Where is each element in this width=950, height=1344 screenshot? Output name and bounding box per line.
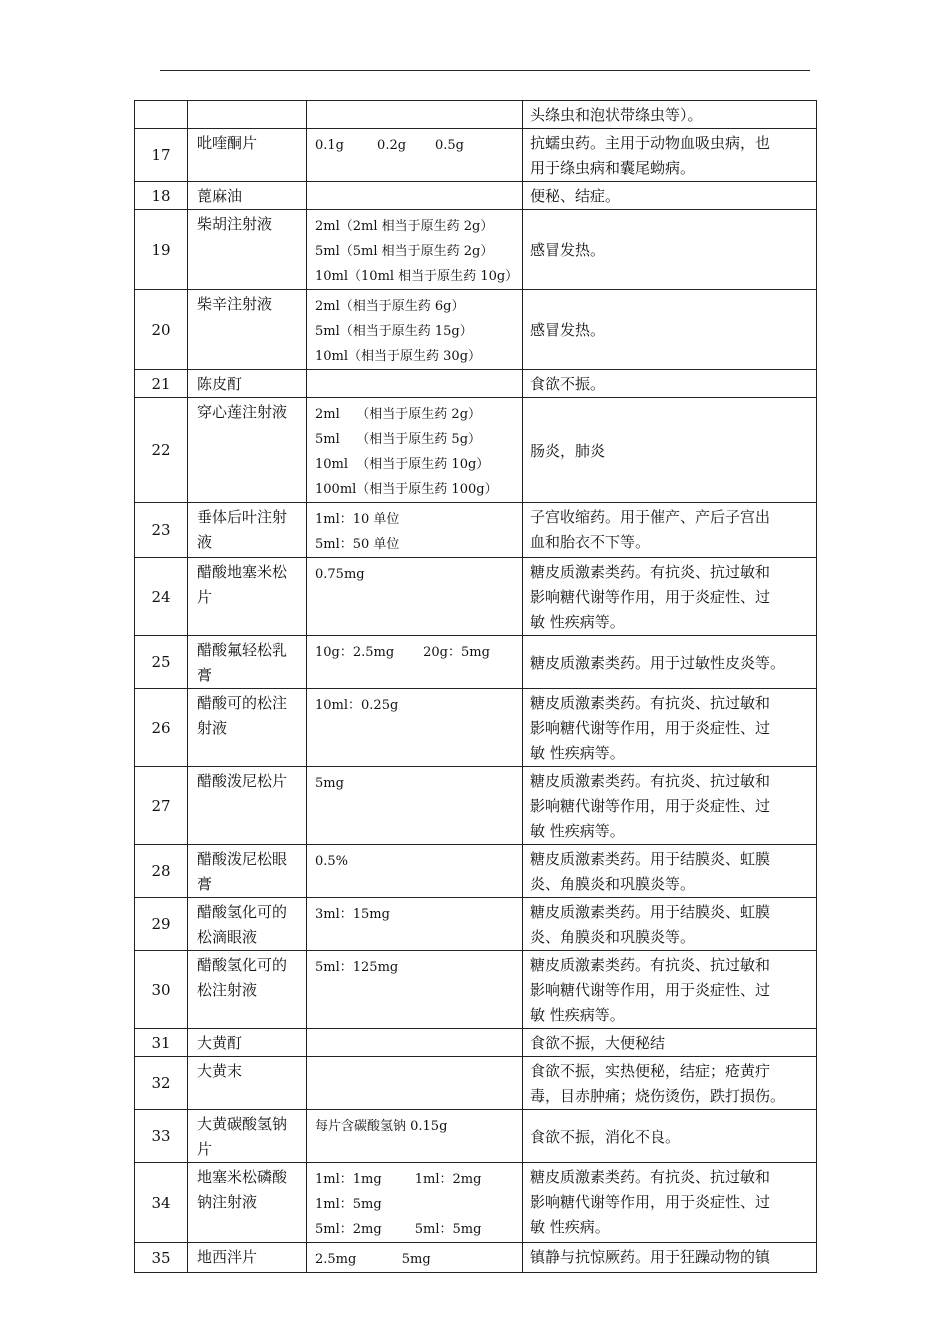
drug-spec bbox=[307, 101, 523, 129]
drug-spec-line: 10g：2.5mg 20g：5mg bbox=[315, 645, 490, 660]
drug-spec-line: 10ml：0.25g bbox=[315, 698, 399, 713]
table-row bbox=[135, 558, 817, 636]
drug-use bbox=[523, 689, 817, 767]
table-row bbox=[135, 951, 817, 1029]
drug-use-line: 影响糖代谢等作用，用于炎症性、过 bbox=[530, 1193, 771, 1211]
drug-name bbox=[188, 558, 307, 636]
drug-name-line: 醋酸氢化可的 bbox=[197, 903, 288, 921]
drug-use-line: 肠炎，肺炎 bbox=[530, 441, 606, 460]
drug-spec bbox=[307, 503, 523, 558]
table-row bbox=[135, 182, 817, 210]
row-number: 24 bbox=[135, 558, 188, 636]
row-number: 28 bbox=[135, 845, 188, 898]
drug-use-line: 糖皮质激素类药。用于过敏性皮炎等。 bbox=[530, 653, 786, 672]
drug-spec-line: 100ml（相当于原生药 100g） bbox=[315, 482, 498, 497]
drug-name bbox=[188, 210, 307, 290]
drug-spec bbox=[307, 182, 523, 210]
drug-spec bbox=[307, 1163, 523, 1243]
drug-name bbox=[188, 503, 307, 558]
drug-use-line: 抗蠕虫药。主用于动物血吸虫病，也 bbox=[530, 134, 771, 152]
drug-use bbox=[523, 898, 817, 951]
table-row bbox=[135, 898, 817, 951]
drug-use bbox=[523, 636, 817, 689]
drug-use-line: 食欲不振，实热便秘，结症；疮黄疔 bbox=[530, 1062, 771, 1080]
drug-name bbox=[188, 767, 307, 845]
drug-use-line: 血和胎衣不下等。 bbox=[530, 533, 651, 551]
row-number: 19 bbox=[135, 210, 188, 290]
drug-name-line: 大黄末 bbox=[197, 1062, 243, 1080]
drug-name-line: 膏 bbox=[197, 875, 213, 893]
drug-use-line: 糖皮质激素类药。有抗炎、抗过敏和 bbox=[530, 563, 771, 581]
drug-use-line: 影响糖代谢等作用，用于炎症性、过 bbox=[530, 588, 771, 606]
table-row bbox=[135, 398, 817, 503]
drug-use-line: 敏 性疾病等。 bbox=[530, 822, 625, 840]
row-number: 33 bbox=[135, 1110, 188, 1163]
table-row bbox=[135, 845, 817, 898]
drug-name bbox=[188, 1057, 307, 1110]
drug-use-line: 糖皮质激素类药。用于结膜炎、虹膜 bbox=[530, 850, 771, 868]
row-number: 35 bbox=[135, 1243, 188, 1273]
drug-spec-line: 5mg bbox=[315, 776, 344, 791]
drug-use bbox=[523, 1243, 817, 1273]
drug-name-line: 醋酸氢化可的 bbox=[197, 956, 288, 974]
drug-spec-line: 5ml（5ml 相当于原生药 2g） bbox=[315, 244, 494, 259]
drug-spec bbox=[307, 558, 523, 636]
row-number: 25 bbox=[135, 636, 188, 689]
row-number: 29 bbox=[135, 898, 188, 951]
drug-spec-line: 1ml：5mg bbox=[315, 1197, 382, 1212]
drug-use bbox=[523, 290, 817, 370]
drug-spec bbox=[307, 129, 523, 182]
row-number: 27 bbox=[135, 767, 188, 845]
row-number: 31 bbox=[135, 1029, 188, 1057]
drug-spec bbox=[307, 767, 523, 845]
drug-name-line: 射液 bbox=[197, 719, 228, 737]
drug-name bbox=[188, 951, 307, 1029]
drug-use bbox=[523, 210, 817, 290]
drug-spec bbox=[307, 951, 523, 1029]
drug-name bbox=[188, 898, 307, 951]
drug-spec-line: 10ml（10ml 相当于原生药 10g） bbox=[315, 269, 519, 284]
drug-name-line: 地塞米松磷酸 bbox=[197, 1168, 288, 1186]
drug-name-line: 片 bbox=[197, 1140, 213, 1158]
drug-name bbox=[188, 370, 307, 398]
table-row bbox=[135, 689, 817, 767]
drug-name bbox=[188, 1163, 307, 1243]
table-row bbox=[135, 503, 817, 558]
drug-use bbox=[523, 503, 817, 558]
row-number: 18 bbox=[135, 182, 188, 210]
drug-use bbox=[523, 951, 817, 1029]
drug-spec bbox=[307, 1029, 523, 1057]
row-number: 23 bbox=[135, 503, 188, 558]
drug-use bbox=[523, 767, 817, 845]
drug-name-line: 地西泮片 bbox=[197, 1248, 258, 1266]
drug-spec-line: 10ml （相当于原生药 10g） bbox=[315, 457, 490, 472]
drug-name-line: 片 bbox=[197, 588, 213, 606]
drug-spec-line: 2ml（相当于原生药 6g） bbox=[315, 299, 465, 314]
drug-name-line: 大黄碳酸氢钠 bbox=[197, 1115, 288, 1133]
row-number: 22 bbox=[135, 398, 188, 503]
drug-name bbox=[188, 290, 307, 370]
row-number bbox=[135, 101, 188, 129]
drug-spec-line: 5ml （相当于原生药 5g） bbox=[315, 432, 482, 447]
drug-spec-line: 2ml （相当于原生药 2g） bbox=[315, 407, 482, 422]
drug-name bbox=[188, 182, 307, 210]
table-row bbox=[135, 290, 817, 370]
drug-use bbox=[523, 370, 817, 398]
drug-spec bbox=[307, 210, 523, 290]
table-row bbox=[135, 636, 817, 689]
row-number: 17 bbox=[135, 129, 188, 182]
row-number: 34 bbox=[135, 1163, 188, 1243]
drug-spec-line: 5ml（相当于原生药 15g） bbox=[315, 324, 473, 339]
drug-use-line: 头绦虫和泡状带绦虫等）。 bbox=[530, 106, 703, 124]
drug-name bbox=[188, 636, 307, 689]
drug-use bbox=[523, 1163, 817, 1243]
drug-name-line: 吡喹酮片 bbox=[197, 134, 258, 152]
drug-use bbox=[523, 1029, 817, 1057]
drug-spec bbox=[307, 845, 523, 898]
drug-use-line: 炎、角膜炎和巩膜炎等。 bbox=[530, 875, 696, 893]
drug-name-line: 醋酸氟轻松乳 bbox=[197, 641, 288, 659]
drug-name bbox=[188, 101, 307, 129]
drug-table bbox=[134, 100, 817, 1273]
drug-use-line: 感冒发热。 bbox=[530, 321, 606, 339]
drug-use bbox=[523, 398, 817, 503]
drug-name-line: 醋酸泼尼松眼 bbox=[197, 850, 288, 868]
row-number: 21 bbox=[135, 370, 188, 398]
drug-spec-line: 3ml：15mg bbox=[315, 907, 390, 922]
row-number: 20 bbox=[135, 290, 188, 370]
drug-name-line: 醋酸地塞米松 bbox=[197, 563, 288, 581]
drug-use-line: 糖皮质激素类药。有抗炎、抗过敏和 bbox=[530, 1168, 771, 1186]
drug-use-line: 用于绦虫病和囊尾蚴病。 bbox=[530, 159, 696, 177]
drug-name bbox=[188, 1110, 307, 1163]
drug-name-line: 醋酸可的松注 bbox=[197, 694, 288, 712]
drug-name-line: 穿心莲注射液 bbox=[197, 403, 288, 421]
drug-spec-line: 0.5% bbox=[315, 854, 349, 869]
drug-use-line: 糖皮质激素类药。有抗炎、抗过敏和 bbox=[530, 956, 771, 974]
drug-name-line: 柴辛注射液 bbox=[197, 295, 273, 313]
drug-name-line: 钠注射液 bbox=[197, 1193, 258, 1211]
table-row bbox=[135, 1110, 817, 1163]
drug-spec-line: 10ml（相当于原生药 30g） bbox=[315, 349, 482, 364]
table-row bbox=[135, 101, 817, 129]
table-row bbox=[135, 210, 817, 290]
drug-spec-line: 0.75mg bbox=[315, 567, 365, 582]
drug-use-line: 敏 性疾病等。 bbox=[530, 1006, 625, 1024]
drug-name-line: 膏 bbox=[197, 666, 213, 684]
drug-spec-line: 5ml：125mg bbox=[315, 960, 399, 975]
drug-use-line: 子宫收缩药。用于催产、产后子宫出 bbox=[530, 508, 771, 526]
table-row bbox=[135, 1057, 817, 1110]
drug-spec bbox=[307, 636, 523, 689]
drug-spec bbox=[307, 1110, 523, 1163]
header-rule bbox=[160, 70, 810, 71]
drug-spec bbox=[307, 1243, 523, 1273]
drug-spec bbox=[307, 1057, 523, 1110]
drug-use-line: 感冒发热。 bbox=[530, 241, 606, 259]
drug-name bbox=[188, 1243, 307, 1273]
table-row bbox=[135, 1243, 817, 1273]
drug-use-line: 炎、角膜炎和巩膜炎等。 bbox=[530, 928, 696, 946]
drug-name-line: 醋酸泼尼松片 bbox=[197, 772, 288, 790]
drug-name bbox=[188, 845, 307, 898]
drug-use bbox=[523, 1110, 817, 1163]
drug-name-line: 柴胡注射液 bbox=[197, 215, 273, 233]
drug-name-line: 大黄酊 bbox=[197, 1034, 243, 1052]
drug-name bbox=[188, 689, 307, 767]
drug-spec-line: 2.5mg 5mg bbox=[315, 1252, 431, 1267]
table-row bbox=[135, 129, 817, 182]
drug-use-line: 毒，目赤肿痛；烧伤烫伤，跌打损伤。 bbox=[530, 1087, 786, 1105]
drug-name bbox=[188, 398, 307, 503]
drug-use-line: 食欲不振，大便秘结 bbox=[530, 1034, 666, 1052]
drug-use-line: 影响糖代谢等作用，用于炎症性、过 bbox=[530, 797, 771, 815]
drug-use-line: 影响糖代谢等作用，用于炎症性、过 bbox=[530, 981, 771, 999]
drug-use-line: 食欲不振。 bbox=[530, 375, 606, 393]
drug-spec bbox=[307, 290, 523, 370]
drug-name bbox=[188, 1029, 307, 1057]
drug-name-line: 松滴眼液 bbox=[197, 928, 258, 946]
drug-name bbox=[188, 129, 307, 182]
drug-use-line: 糖皮质激素类药。有抗炎、抗过敏和 bbox=[530, 772, 771, 790]
table-row bbox=[135, 1163, 817, 1243]
drug-use-line: 便秘、结症。 bbox=[530, 187, 621, 205]
drug-spec bbox=[307, 398, 523, 503]
row-number: 32 bbox=[135, 1057, 188, 1110]
table-row bbox=[135, 370, 817, 398]
drug-spec-line: 5ml：2mg 5ml：5mg bbox=[315, 1222, 482, 1237]
drug-use bbox=[523, 129, 817, 182]
drug-spec bbox=[307, 370, 523, 398]
drug-table-body bbox=[135, 101, 817, 1273]
drug-use-line: 镇静与抗惊厥药。用于狂躁动物的镇 bbox=[530, 1248, 771, 1266]
drug-use-line: 影响糖代谢等作用，用于炎症性、过 bbox=[530, 719, 771, 737]
drug-use-line: 敏 性疾病等。 bbox=[530, 613, 625, 631]
drug-use bbox=[523, 182, 817, 210]
drug-use-line: 食欲不振，消化不良。 bbox=[530, 1127, 681, 1146]
drug-spec-line: 2ml（2ml 相当于原生药 2g） bbox=[315, 219, 494, 234]
table-row bbox=[135, 1029, 817, 1057]
drug-spec-line: 5ml：50 单位 bbox=[315, 537, 400, 552]
drug-use-line: 糖皮质激素类药。有抗炎、抗过敏和 bbox=[530, 694, 771, 712]
drug-spec-line: 1ml：1mg 1ml：2mg bbox=[315, 1172, 482, 1187]
table-row bbox=[135, 767, 817, 845]
drug-name-line: 液 bbox=[197, 533, 213, 551]
row-number: 30 bbox=[135, 951, 188, 1029]
drug-use bbox=[523, 845, 817, 898]
drug-name-line: 陈皮酊 bbox=[197, 375, 243, 393]
drug-spec bbox=[307, 689, 523, 767]
drug-spec bbox=[307, 898, 523, 951]
drug-use-line: 糖皮质激素类药。用于结膜炎、虹膜 bbox=[530, 903, 771, 921]
drug-use bbox=[523, 1057, 817, 1110]
drug-use bbox=[523, 101, 817, 129]
drug-spec-line: 0.1g 0.2g 0.5g bbox=[315, 138, 464, 153]
drug-name-line: 垂体后叶注射 bbox=[197, 508, 288, 526]
drug-use bbox=[523, 558, 817, 636]
drug-spec-line: 每片含碳酸氢钠 0.15g bbox=[315, 1119, 448, 1134]
drug-name-line: 蓖麻油 bbox=[197, 187, 243, 205]
drug-spec-line: 1ml：10 单位 bbox=[315, 512, 400, 527]
drug-use-line: 敏 性疾病等。 bbox=[530, 744, 625, 762]
drug-use-line: 敏 性疾病。 bbox=[530, 1218, 610, 1236]
drug-name-line: 松注射液 bbox=[197, 981, 258, 999]
row-number: 26 bbox=[135, 689, 188, 767]
